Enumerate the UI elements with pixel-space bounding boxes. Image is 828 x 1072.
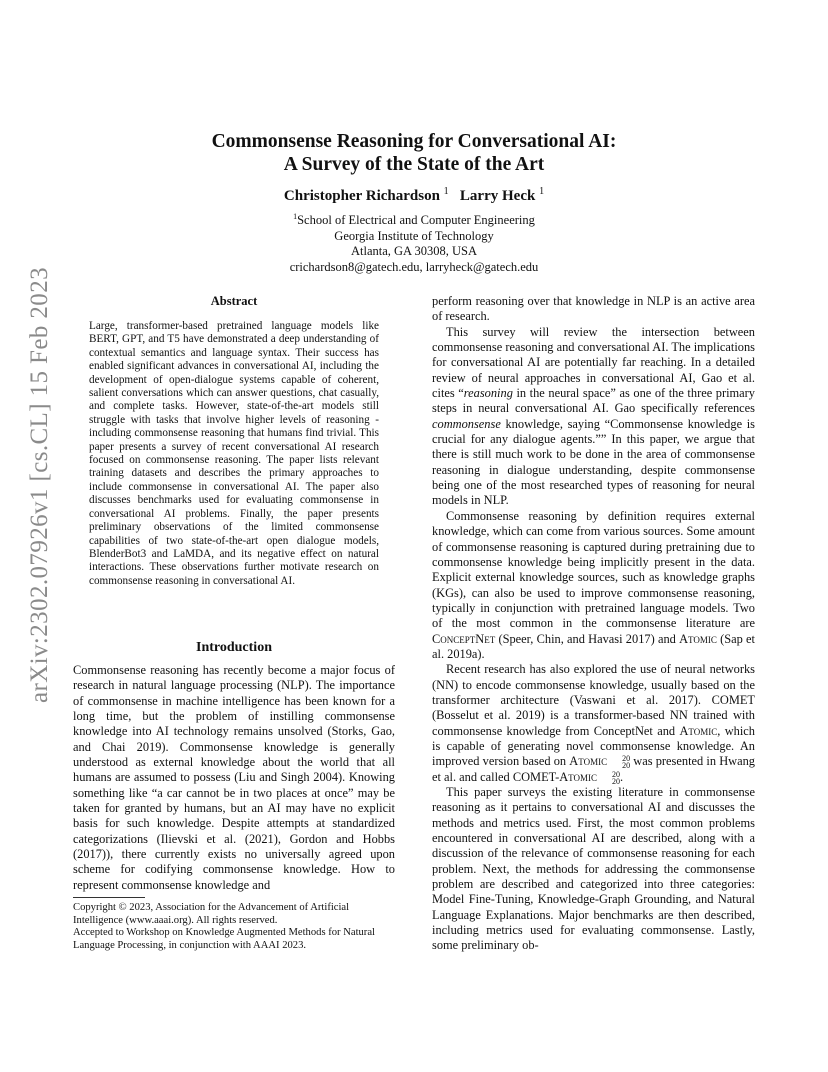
intro-paragraph-1: Commonsense reasoning has recently become a major focus of research in natural language processing (NLP). The importance of commonsense in machine intelligence has been known for a long time, but the problem of instilling commonsense knowledge into AI technology remains unsolved (Storks, Gao, and Chai 2019). Commonsense knowledge is generally understood as external knowledge about the world that all humans are assumed to possess (Liu and Singh 2004). Knowing something like “a car cannot be in two places at once” may be taken for granted by humans, but an AI may have no explicit basis for such knowledge. Despite attempts at standardized categorizations (Ilievski et al. (2021), Gordon and Hobbs (2017)), there currently exists no universally agreed upon scheme for codifying commonsense knowledge. How to represent commonsense knowledge and [73,663,395,892]
affil-school: School of Electrical and Computer Engineering [297,213,535,228]
right-paragraph-2: Commonsense reasoning by definition requires external knowledge, which can come from various sources. Some amount of commonsense reasoning is captured during pretraining due to commonsense knowledge being implicitly present in the data. Explicit external knowledge sources, such as knowledge graphs (KGs), can also be used to improve commonsense reasoning, typically in conjunction with pretrained language models. Two of the most common in the commonsense literature are ConceptNet (Speer, Chin, and Havasi 2017) and Atomic (Sap et al. 2019a). [432,508,755,661]
right-column [432,294,755,954]
atomic-name: Atomic [679,631,717,646]
footnote [73,902,395,952]
author-2: Larry Heck [459,188,536,204]
affil-address: Atlanta, GA 30308, USA [350,244,478,259]
title-line-1: Commonsense Reasoning for Conversational AI: [211,131,617,152]
footnote-copyright: Copyright © 2023, Association for the Advancement of Artificial Intelligence (www.aaai.org). All rights reserved. [73,902,350,926]
title-line-2: A Survey of the State of the Art [283,154,545,175]
author-2-affil-mark: 1 [539,186,545,197]
introduction-body [73,663,395,893]
atomic-2020-scripts: 20 20 [622,754,631,771]
introduction-heading: Introduction [196,640,272,655]
conceptnet-name: ConceptNet [432,631,496,646]
footnote-rule [73,897,145,898]
affil-emails: crichardson8@gatech.edu, larryheck@gatech.edu [289,259,539,274]
affil-institute: Georgia Institute of Technology [334,228,494,243]
paper-title [0,130,828,176]
right-paragraph-3: Recent research has also explored the use of neural networks (NN) to encode commonsense knowledge, usually based on the transformer architecture (Vaswani et al. 2017). COMET (Bosselut et al. 2019) is a transformer-based NN trained with commonsense knowledge from ConceptNet and Atomic, which is capable of generating novel commonsense knowledge. An improved version based on Atomic 20 20 was presented in Hwang et al. and called COMET-Atomic 20 20 . [432,662,755,786]
author-1: Christopher Richardson [283,188,440,204]
right-paragraph-1: This survey will review the intersection between commonsense reasoning and conversational AI. The implications for conversational AI are potentially far reaching. In a detailed review of neural approaches in conversational AI, Gao et al. cites “reasoning in the neural space” as one of the three primary steps in neural conversational AI. Gao specifically references commonsense knowledge, saying “Commonsense knowledge is crucial for any dialogue agents.”” In this paper, we argue that there is still much work to be done in the area of commonsense reasoning in dialogue understanding, despite commonsense being one of the most researched types of reasoning for neural models in NLP. [432,324,755,508]
right-paragraph-0: perform reasoning over that knowledge in NLP is an active area of research. [432,294,755,324]
arxiv-stamp: arXiv:2302.07926v1 [cs.CL] 15 Feb 2023 [26,267,53,703]
footnote-accepted: Accepted to Workshop on Knowledge Augmented Methods for Natural Language Processing, in conjunction with AAAI 2023. [73,927,375,951]
right-paragraph-4: This paper surveys the existing literature in commonsense reasoning as it pertains to conversational AI and discusses the methods and metrics used. First, the most common problems encountered in conversational AI are described, along with a discussion of the relevance of commonsense reasoning for each problem. Next, the methods for addressing the commonsense problem are described and categorized into three categories: Model Fine-Tuning, Knowledge-Graph Grounding, and Natural Language Explanations. Major benchmarks are then described, including metrics used for evaluating commonsense. Lastly, some preliminary ob- [432,785,755,953]
abstract-heading: Abstract [210,294,258,308]
affiliation [0,209,828,275]
emph-commonsense: commonsense [432,416,501,431]
affil-mark: 1 [293,212,298,221]
author-list [0,186,828,205]
author-1-affil-mark: 1 [443,186,449,197]
abstract-text: Large, transformer-based pretrained language models like BERT, GPT, and T5 have demonstrated a deep understanding of contextual semantics and language syntax. Their success has enabled significant advances in conversational AI, including the development of open-dialogue systems capable of coherent, salient conversations which can answer questions, chat casually, and complete tasks. However, state-of-the-art models still struggle with tasks that involve higher levels of reasoning - including commonsense reasoning that humans find trivial. This paper presents a survey of recent conversational AI research focused on commonsense reasoning. The paper lists relevant training datasets and describes the primary approaches to include commonsense in conversational AI. The paper also discusses benchmarks used for evaluating commonsense in conversational AI problems. Finally, the paper presents preliminary observations of the limited commonsense capabilities of two state-of-the-art open dialogue models, BlenderBot3 and LaMDA, and its negative effect on natural interactions. These observations further motivate research on commonsense reasoning in conversational AI. [89,320,379,587]
emph-reasoning: reasoning [463,386,513,401]
